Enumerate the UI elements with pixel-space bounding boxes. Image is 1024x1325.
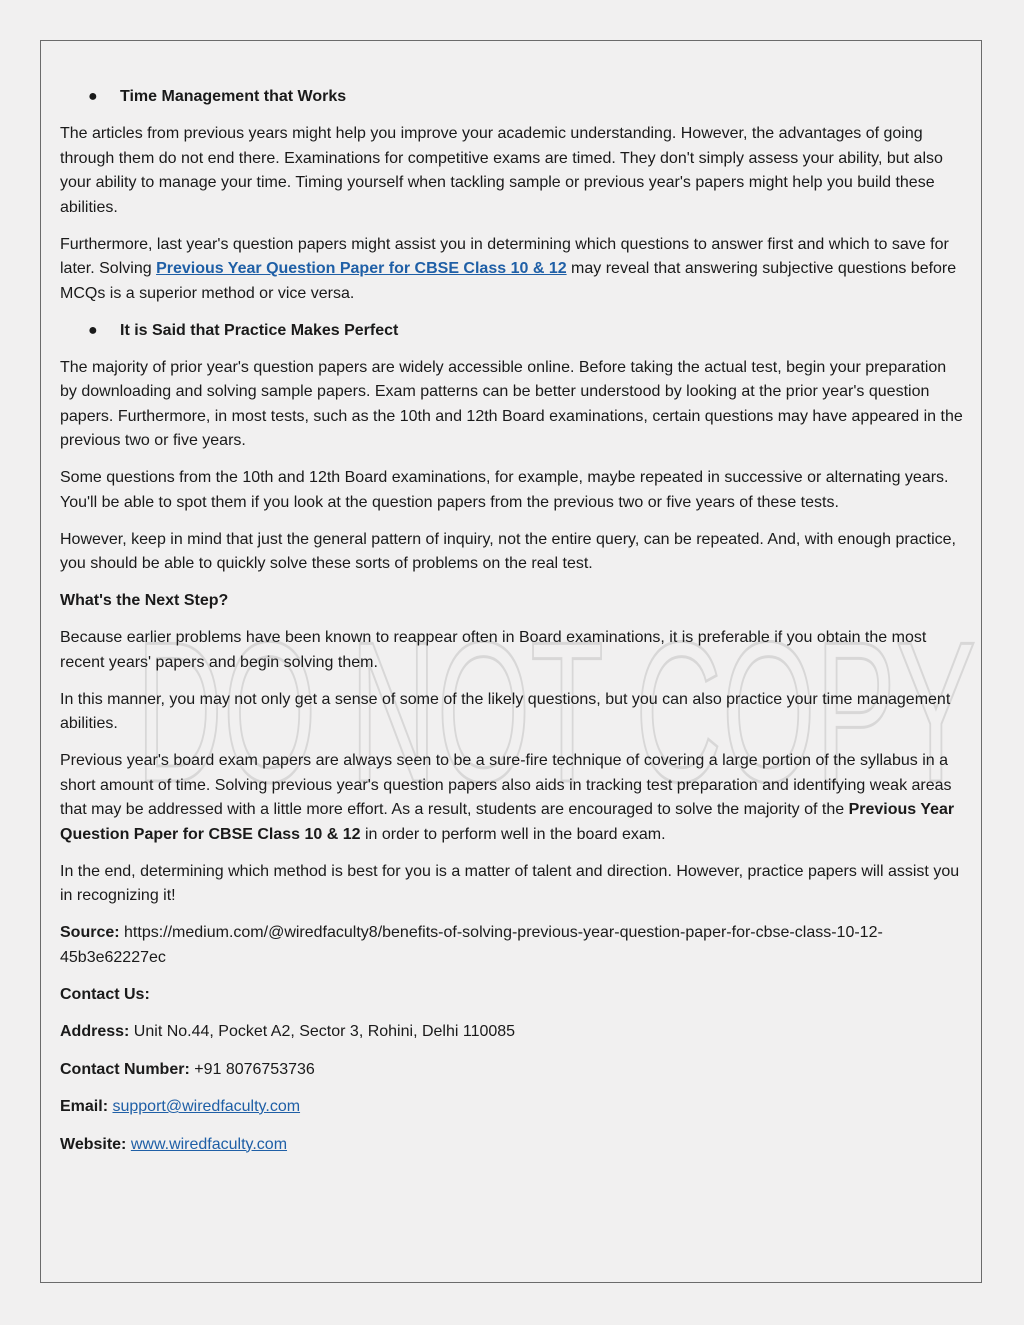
email-line [60, 1095, 965, 1120]
heading-text: What's the Next Step? [60, 592, 229, 609]
phone-value: +91 8076753736 [189, 1060, 315, 1078]
bullet-icon: ● [88, 88, 98, 105]
bullet-item [60, 319, 965, 344]
source-url: https://medium.com/@wiredfaculty8/benefits-of-solving-previous-year-question-paper-for-cbse-class-10-12-45b3e62227ec [60, 924, 883, 966]
source-line [60, 921, 965, 970]
bullet-item [60, 85, 965, 110]
paragraph [60, 749, 965, 847]
paragraph: In the end, determining which method is best for you is a matter of talent and direction. However, practice papers will assist you in recognizing it! [60, 862, 960, 904]
paragraph: The articles from previous years might help you improve your academic understanding. However, the advantages of going through them do not end there. Examinations for competitive exams are timed. They don't simply assess your ability, but also your ability to manage your time. Timing yourself when tackling sample or previous year's papers might help you build these abilities. [60, 125, 943, 216]
contact-heading [60, 983, 965, 1008]
address-label: Address: [60, 1023, 130, 1040]
paragraph: Some questions from the 10th and 12th Board examinations, for example, maybe repeated in successive or alternating years. You'll be able to spot them if you look at the question papers from the previous two or five years of these tests. [60, 469, 949, 511]
section-heading-next-step [60, 589, 965, 614]
website-link[interactable]: www.wiredfaculty.com [130, 1135, 288, 1153]
contact-heading-text: Contact Us: [60, 985, 150, 1003]
document-page [40, 40, 982, 1283]
article-body [60, 85, 965, 1170]
paragraph: The majority of prior year's question papers are widely accessible online. Before taking the actual test, begin your preparation by downloading and solving sample papers. Exam patterns can be better understood by looking at the prior year's question papers. Furthermore, in most tests, such as the 10th and 12th Board examinations, certain questions may have appeared in the previous two or five years. [60, 358, 963, 449]
paragraph-text: in order to perform well in the board exam. [360, 825, 666, 843]
source-label: Source: [60, 924, 120, 941]
bullet-heading-practice: It is Said that Practice Makes Perfect [120, 321, 399, 339]
phone-line [60, 1058, 965, 1083]
watermark-text: DO NOT COPY [136, 601, 976, 791]
bold-text: Previous Year Question Paper for CBSE Class 10 & 12 [60, 801, 955, 843]
address-value: Unit No.44, Pocket A2, Sector 3, Rohini, Delhi 110085 [129, 1023, 516, 1040]
paragraph-text: Furthermore, last year's question papers might assist you in determining which questions to answer first and which to save for later. Solving [60, 235, 949, 277]
paragraph: In this manner, you may not only get a sense of some of the likely questions, but you can also practice your time management abilities. [60, 690, 951, 732]
paragraph: However, keep in mind that just the general pattern of inquiry, not the entire query, can be repeated. And, with enough practice, you should be able to quickly solve these sorts of problems on the real test. [60, 530, 956, 572]
website-label: Website: [60, 1135, 127, 1153]
bullet-icon: ● [88, 321, 98, 339]
address-line [60, 1020, 965, 1045]
question-paper-link[interactable]: Previous Year Question Paper for CBSE Class 10 & 12 [156, 260, 567, 277]
website-line [60, 1133, 965, 1158]
paragraph-text: Previous year's board exam papers are always seen to be a sure-fire technique of covering a large portion of the syllabus in a short amount of time. Solving previous year's question papers also aids in tracking test preparation and identifying weak areas that may be addressed with a little more effort. As a result, students are encouraged to solve the majority of the [60, 752, 952, 818]
email-label: Email: [60, 1098, 109, 1115]
paragraph [60, 233, 965, 307]
email-link[interactable]: support@wiredfaculty.com [112, 1098, 301, 1115]
paragraph: Because earlier problems have been known to reappear often in Board examinations, it is preferable if you obtain the most recent years' papers and begin solving them. [60, 629, 927, 671]
phone-label: Contact Number: [60, 1060, 190, 1078]
paragraph-text: may reveal that answering subjective questions before MCQs is a superior method or vice versa. [60, 260, 957, 302]
bullet-heading-time-management: Time Management that Works [120, 88, 347, 105]
